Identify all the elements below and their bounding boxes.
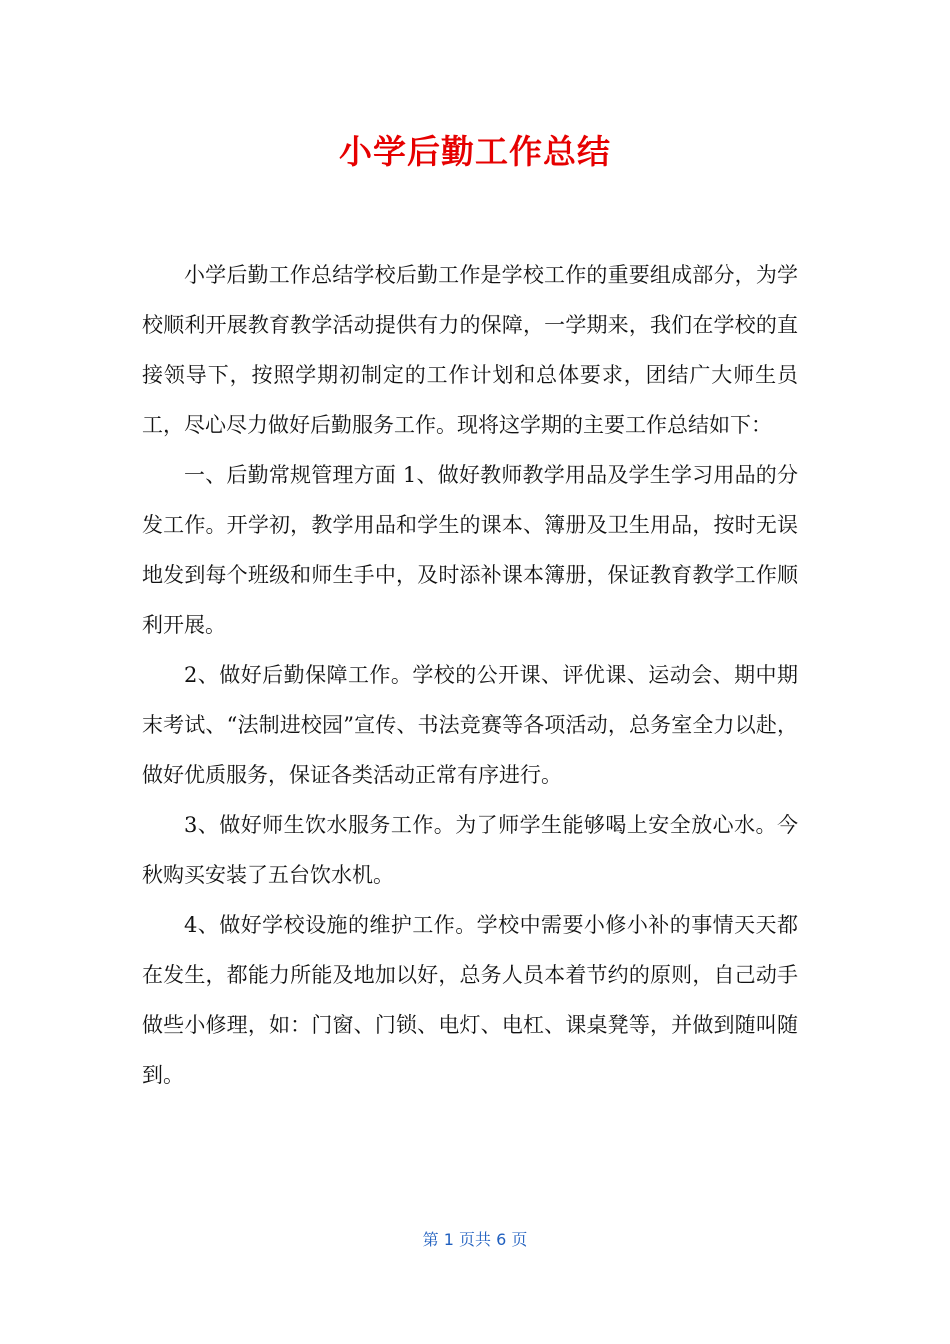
paragraph-item-2: 2、做好后勤保障工作。学校的公开课、评优课、运动会、期中期末考试、“法制进校园”宣传、书法竞赛等各项活动，总务室全力以赴，做好优质服务，保证各类活动正常有序进行。 xyxy=(142,663,798,787)
page-number-footer: 第 1 页共 6 页 xyxy=(422,1230,528,1249)
paragraph-intro: 小学后勤工作总结学校后勤工作是学校工作的重要组成部分，为学校顺利开展教育教学活动提供有力的保障，一学期来，我们在学校的直接领导下，按照学期初制定的工作计划和总体要求，团结广大师生员工，尽心尽力做好后勤服务工作。现将这学期的主要工作总结如下： xyxy=(142,263,798,437)
document-title: 小学后勤工作总结 xyxy=(339,132,611,171)
paragraph-item-4: 4、做好学校设施的维护工作。学校中需要小修小补的事情天天都在发生，都能力所能及地加以好，总务人员本着节约的原则，自己动手做些小修理，如：门窗、门锁、电灯、电杠、课桌凳等，并做到随叫随到。 xyxy=(142,913,798,1087)
paragraph-section-1: 一、后勤常规管理方面 1、做好教师教学用品及学生学习用品的分发工作。开学初，教学用品和学生的课本、簿册及卫生用品，按时无误地发到每个班级和师生手中，及时添补课本簿册，保证教育教学工作顺利开展。 xyxy=(142,463,798,637)
document-body xyxy=(142,250,798,1100)
paragraph-item-3: 3、做好师生饮水服务工作。为了师学生能够喝上安全放心水。今秋购买安装了五台饮水机。 xyxy=(142,813,798,887)
